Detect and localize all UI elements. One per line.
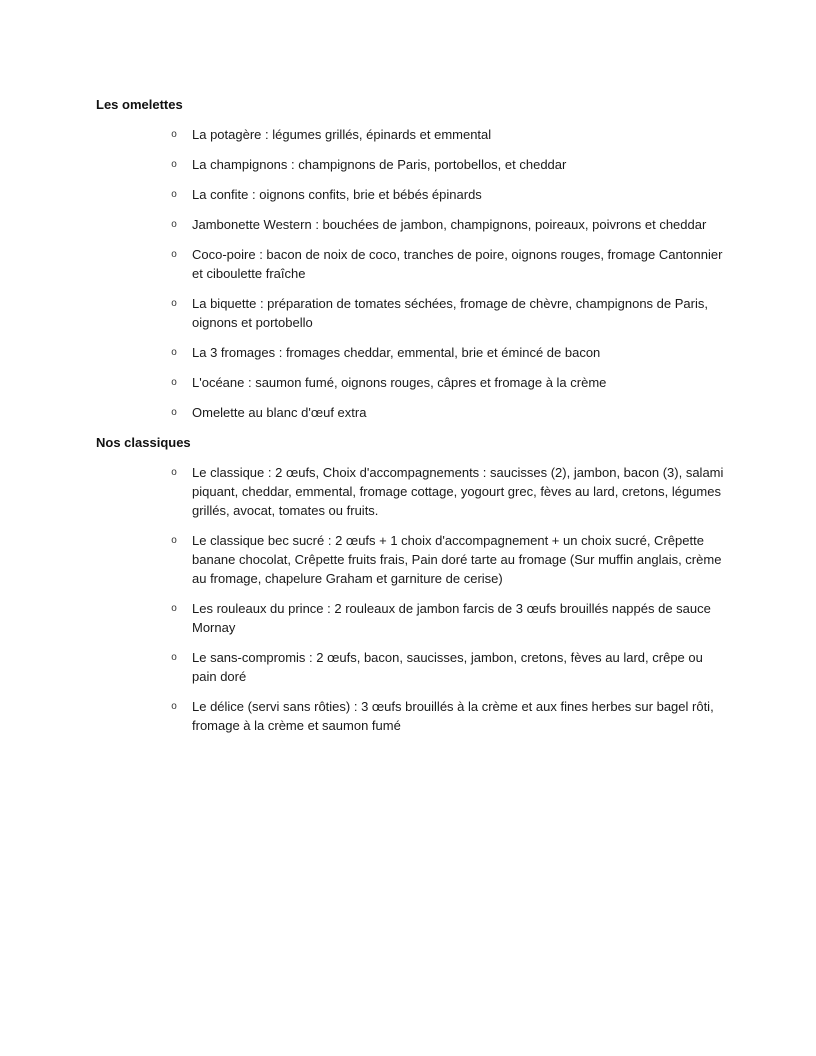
list-item	[96, 403, 726, 422]
circle-bullet-icon: o	[171, 603, 177, 614]
omelettes-list	[96, 125, 726, 422]
circle-bullet-icon: o	[171, 535, 177, 546]
circle-bullet-icon: o	[171, 377, 177, 388]
list-item	[96, 599, 726, 637]
list-item-text: Coco-poire : bacon de noix de coco, tranches de poire, oignons rouges, fromage Cantonnier et ciboulette fraîche	[192, 247, 723, 281]
section-heading: Les omelettes	[96, 97, 183, 112]
list-item	[96, 185, 726, 204]
circle-bullet-icon: o	[171, 298, 177, 309]
list-item-text: La champignons : champignons de Paris, portobellos, et cheddar	[192, 157, 567, 172]
list-item-text: Omelette au blanc d'œuf extra	[192, 405, 367, 420]
list-item-text: La potagère : légumes grillés, épinards et emmental	[192, 127, 492, 142]
circle-bullet-icon: o	[171, 129, 177, 140]
circle-bullet-icon: o	[171, 189, 177, 200]
list-item-text: Le classique : 2 œufs, Choix d'accompagnements : saucisses (2), jambon, bacon (3), salami piquant, cheddar, emmental, fromage cottage, yogourt grec, fèves au lard, cretons, légumes grillés, avocat, tomates ou fruits.	[192, 465, 724, 518]
document-page	[96, 95, 726, 746]
circle-bullet-icon: o	[171, 652, 177, 663]
list-item-text: L'océane : saumon fumé, oignons rouges, câpres et fromage à la crème	[192, 375, 607, 390]
list-item-text: La confite : oignons confits, brie et bébés épinards	[192, 187, 482, 202]
list-item-text: La biquette : préparation de tomates séchées, fromage de chèvre, champignons de Paris, oignons et portobello	[192, 296, 708, 330]
classiques-list	[96, 463, 726, 735]
circle-bullet-icon: o	[171, 249, 177, 260]
list-item	[96, 155, 726, 174]
circle-bullet-icon: o	[171, 407, 177, 418]
list-item-text: La 3 fromages : fromages cheddar, emmental, brie et émincé de bacon	[192, 345, 601, 360]
section-classiques	[96, 433, 726, 735]
list-item	[96, 373, 726, 392]
list-item	[96, 294, 726, 332]
list-item-text: Les rouleaux du prince : 2 rouleaux de jambon farcis de 3 œufs brouillés nappés de sauce Mornay	[192, 601, 711, 635]
section-heading: Nos classiques	[96, 435, 191, 450]
circle-bullet-icon: o	[171, 701, 177, 712]
list-item-text: Le délice (servi sans rôties) : 3 œufs brouillés à la crème et aux fines herbes sur bagel rôti, fromage à la crème et saumon fumé	[192, 699, 714, 733]
list-item-text: Le sans-compromis : 2 œufs, bacon, saucisses, jambon, cretons, fèves au lard, crêpe ou pain doré	[192, 650, 703, 684]
list-item	[96, 343, 726, 362]
list-item-text: Jambonette Western : bouchées de jambon, champignons, poireaux, poivrons et cheddar	[192, 217, 707, 232]
circle-bullet-icon: o	[171, 347, 177, 358]
circle-bullet-icon: o	[171, 219, 177, 230]
circle-bullet-icon: o	[171, 159, 177, 170]
list-item	[96, 215, 726, 234]
list-item-text: Le classique bec sucré : 2 œufs + 1 choix d'accompagnement + un choix sucré, Crêpette banane chocolat, Crêpette fruits frais, Pain doré tarte au fromage (Sur muffin anglais, crème au fromage, chapelure Graham et garniture de cerise)	[192, 533, 722, 586]
list-item	[96, 125, 726, 144]
list-item	[96, 648, 726, 686]
list-item	[96, 531, 726, 588]
circle-bullet-icon: o	[171, 467, 177, 478]
section-omelettes	[96, 95, 726, 422]
list-item	[96, 463, 726, 520]
list-item	[96, 245, 726, 283]
list-item	[96, 697, 726, 735]
